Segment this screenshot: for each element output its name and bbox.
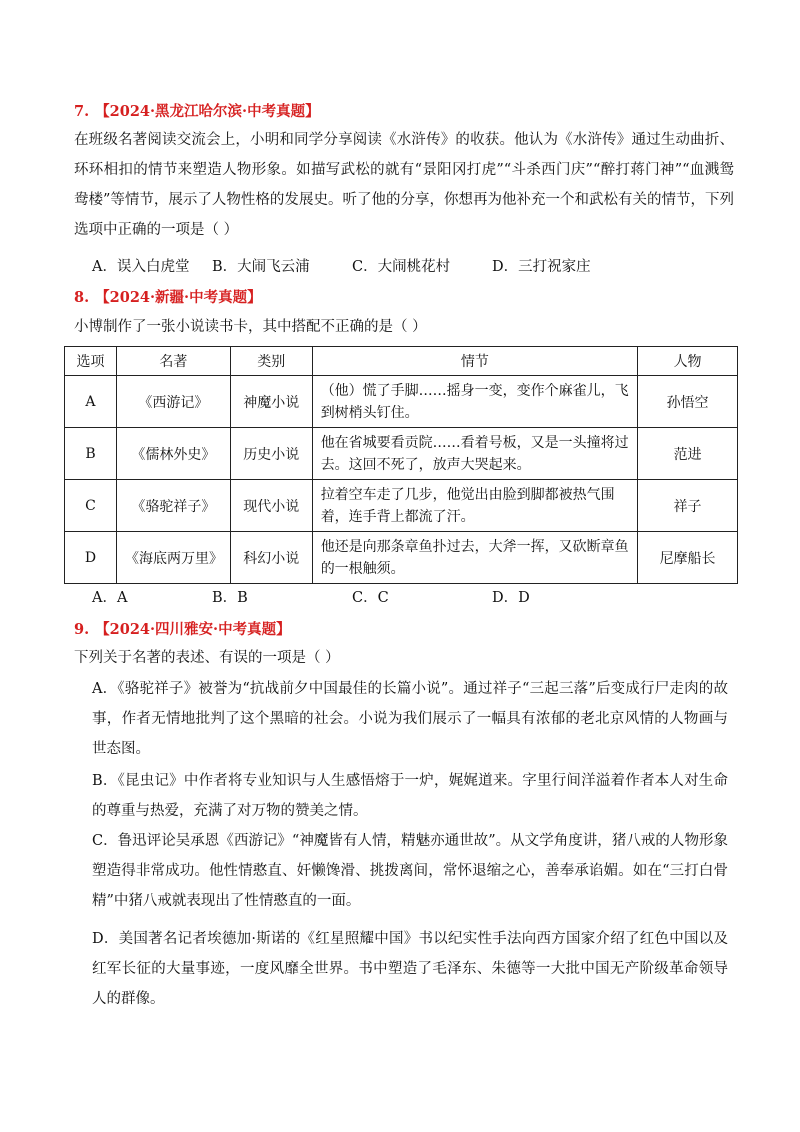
question-9-option-d: D．美国著名记者埃德加·斯诺的《红星照耀中国》书以纪实性手法向西方国家介绍了红色中国以及红军长征的大量事迹，一度风靡全世界。书中塑造了毛泽东、朱德等一大批中国无产阶级革命领导人的群像。 xyxy=(92,931,728,1007)
question-8-stem: 小博制作了一张小说读书卡，其中搭配不正确的是（ ） xyxy=(74,319,427,335)
question-9-source: 【2024·四川雅安·中考真题】 xyxy=(95,621,291,638)
question-7-stem: 在班级名著阅读交流会上，小明和同学分享阅读《水浒传》的收获。他认为《水浒传》通过生动曲折、环环相扣的情节来塑造人物形象。如描写武松的就有“景阳冈打虎”“斗杀西门庆”“醉打蒋门神”“血溅鸳鸯楼”等情节，展示了人物性格的发展史。听了他的分享，你想再为他补充一个和武松有关的情节，下列选项中正确的一项是（ ） xyxy=(74,132,734,238)
row-b-book: 《儒林外史》 xyxy=(116,428,230,480)
row-c-character: 祥子 xyxy=(638,480,738,532)
row-a-character: 孙悟空 xyxy=(638,376,738,428)
row-a-book: 《西游记》 xyxy=(116,376,230,428)
row-b-plot: 他在省城要看贡院……看着号板，又是一头撞将过去。这回不死了，放声大哭起来。 xyxy=(312,428,637,480)
header-book: 名著 xyxy=(116,347,230,376)
question-7-option-d: D．三打祝家庄 xyxy=(492,259,591,275)
question-7-option-c: C．大闹桃花村 xyxy=(352,259,451,275)
reading-card-table xyxy=(64,346,738,584)
question-9-header xyxy=(74,618,291,639)
question-7-header xyxy=(74,100,320,121)
question-9-option-b: B．《昆虫记》中作者将专业知识与人生感悟熔于一炉，娓娓道来。字里行间洋溢着作者本人对生命的尊重与热爱，充满了对万物的赞美之情。 xyxy=(92,773,728,819)
question-8-option-c: C．C xyxy=(352,590,389,606)
question-9-number: 9. xyxy=(74,621,90,638)
question-8-source: 【2024·新疆·中考真题】 xyxy=(95,289,262,306)
row-c-option: C xyxy=(65,480,117,532)
row-b-category: 历史小说 xyxy=(230,428,312,480)
row-d-option: D xyxy=(65,532,117,584)
row-c-plot: 拉着空车走了几步，他觉出由脸到脚都被热气围着，连手背上都流了汗。 xyxy=(312,480,637,532)
row-c-category: 现代小说 xyxy=(230,480,312,532)
question-8-header xyxy=(74,286,262,307)
header-character: 人物 xyxy=(638,347,738,376)
question-7-number: 7. xyxy=(74,103,90,120)
row-a-option: A xyxy=(65,376,117,428)
row-b-character: 范进 xyxy=(638,428,738,480)
table-row xyxy=(65,480,738,532)
row-a-category: 神魔小说 xyxy=(230,376,312,428)
row-a-plot: （他）慌了手脚……摇身一变，变作个麻雀儿，飞到树梢头钉住。 xyxy=(312,376,637,428)
header-option: 选项 xyxy=(65,347,117,376)
header-category: 类别 xyxy=(230,347,312,376)
question-7-option-b: B．大闹飞云浦 xyxy=(212,259,310,275)
question-7-option-a: A．误入白虎堂 xyxy=(92,259,190,275)
table-header-row xyxy=(65,347,738,376)
question-9-option-c: C．鲁迅评论吴承恩《西游记》“神魔皆有人情，精魅亦通世故”。从文学角度讲，猪八戒的人物形象塑造得非常成功。他性情憨直、奸懒馋滑、挑拨离间，常怀退缩之心，善奉承谄媚。如在“三打白骨精”中猪八戒就表现出了性情憨直的一面。 xyxy=(92,833,728,909)
table-row xyxy=(65,428,738,480)
header-plot: 情节 xyxy=(312,347,637,376)
question-9-option-a: A．《骆驼祥子》被誉为“抗战前夕中国最佳的长篇小说”。通过祥子“三起三落”后变成行尸走肉的故事，作者无情地批判了这个黑暗的社会。小说为我们展示了一幅具有浓郁的老北京风情的人物画与世态图。 xyxy=(92,681,728,757)
row-b-option: B xyxy=(65,428,117,480)
row-d-character: 尼摩船长 xyxy=(638,532,738,584)
question-8-option-d: D．D xyxy=(492,590,530,606)
question-9-stem: 下列关于名著的表述、有误的一项是（ ） xyxy=(74,650,340,666)
row-c-book: 《骆驼祥子》 xyxy=(116,480,230,532)
question-8-option-a: A．A xyxy=(92,590,128,606)
question-8-option-b: B．B xyxy=(212,590,248,606)
row-d-book: 《海底两万里》 xyxy=(116,532,230,584)
row-d-plot: 他还是向那条章鱼扑过去，大斧一挥，又砍断章鱼的一根触须。 xyxy=(312,532,637,584)
table-row xyxy=(65,376,738,428)
question-8-number: 8. xyxy=(74,289,90,306)
question-7-source: 【2024·黑龙江哈尔滨·中考真题】 xyxy=(95,103,320,120)
table-row xyxy=(65,532,738,584)
row-d-category: 科幻小说 xyxy=(230,532,312,584)
